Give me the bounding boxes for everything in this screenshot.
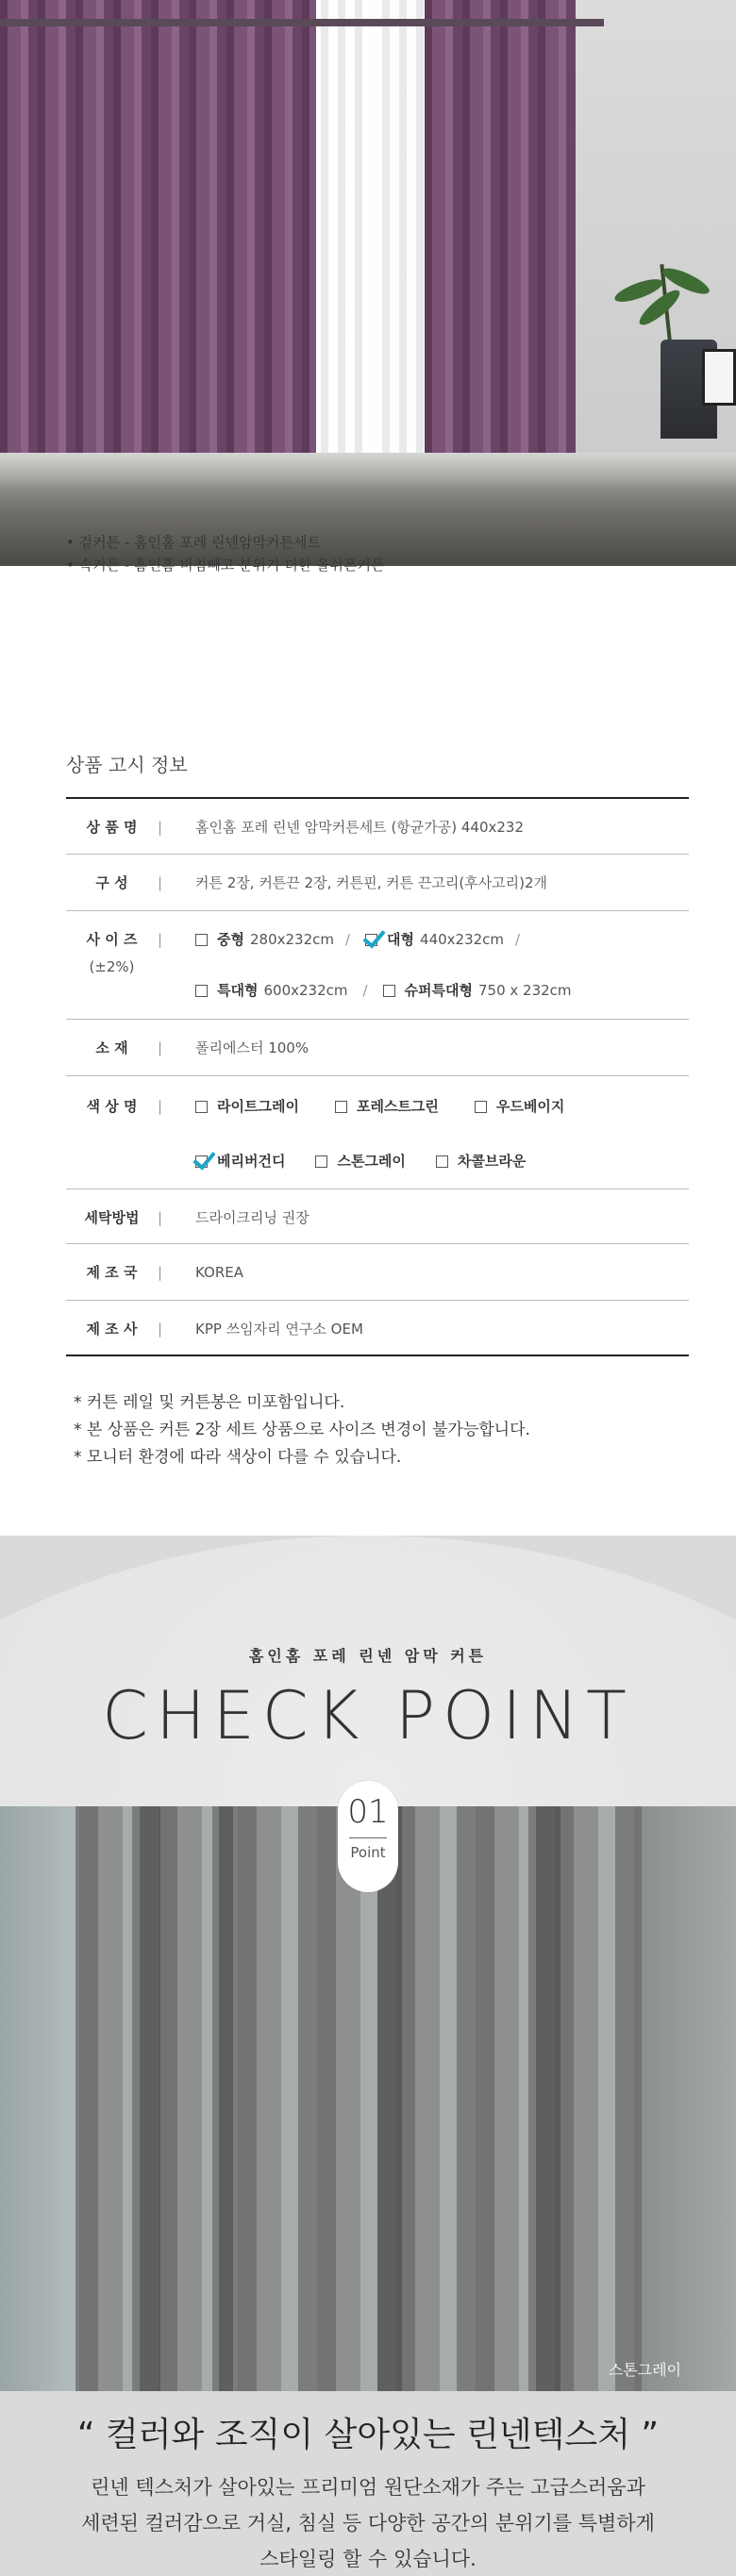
note-monitor: * 모니터 환경에 따라 색상이 다를 수 있습니다. bbox=[74, 1444, 530, 1471]
point-badge bbox=[338, 1781, 398, 1892]
checkbox-icon[interactable] bbox=[383, 985, 395, 997]
description-text: 린넨 텍스처가 살아있는 프리미엄 원단소재가 주는 고급스러움과 세련된 컬러감으로 거실, 침실 등 다양한 공간의 분위기를 특별하게 스타일링 할 수 있습니다. bbox=[81, 2476, 655, 2570]
color-option-lightgray[interactable]: 라이트그레이 bbox=[195, 1097, 305, 1117]
product-notice-table bbox=[66, 797, 689, 1356]
note-size: * 본 상품은 커튼 2장 세트 상품으로 사이즈 변경이 불가능합니다. bbox=[74, 1417, 530, 1444]
curtain-hero-photo bbox=[0, 0, 736, 566]
checkbox-icon[interactable] bbox=[195, 934, 208, 946]
blackout-curtain-left bbox=[0, 0, 316, 476]
checkbox-icon[interactable] bbox=[195, 985, 208, 997]
color-option-forestgreen[interactable]: 포레스트그린 bbox=[335, 1097, 444, 1117]
color-option-stonegray[interactable]: 스톤그레이 bbox=[315, 1152, 410, 1172]
quote-heading: “ 컬러와 조직이 살아있는 린넨텍스처 ” bbox=[76, 2416, 660, 2454]
bullet-outer-curtain: • 겉커튼 - 홈인홈 포레 린넨암막커튼세트 bbox=[66, 531, 708, 554]
stone-gray-fabric-photo bbox=[0, 1806, 736, 2391]
color-option-berryburgundy[interactable]: 베리버건디 bbox=[195, 1152, 291, 1172]
size-option-xlarge[interactable]: 특대형 600x232cm / bbox=[195, 981, 368, 1001]
check-point-section bbox=[0, 1536, 736, 2576]
composition-bullets bbox=[66, 531, 708, 576]
checked-checkbox-icon[interactable] bbox=[195, 1155, 208, 1168]
checkbox-icon[interactable] bbox=[436, 1155, 448, 1168]
checkbox-icon[interactable] bbox=[315, 1155, 327, 1168]
point-word: Point bbox=[350, 1844, 386, 1861]
color-option-charcoalbrown[interactable]: 차콜브라운 bbox=[436, 1152, 531, 1172]
blackout-curtain-right bbox=[425, 0, 576, 476]
row-washing: 세탁방법 | 드라이크리닝 권장 bbox=[66, 1189, 689, 1244]
color-option-woodbeige[interactable]: 우드베이지 bbox=[475, 1097, 570, 1117]
fabric-color-caption: 스톤그레이 bbox=[608, 2361, 681, 2379]
check-point-subtitle: 홈인홈 포레 린넨 암막 커튼 bbox=[248, 1647, 488, 1665]
sheer-curtain bbox=[311, 0, 368, 472]
bullet-inner-curtain: • 속커튼 - 홈인홈 비침빼고 분위기 더한 올쉬폰커튼 bbox=[66, 554, 708, 576]
notes-list bbox=[74, 1389, 530, 1471]
row-material: 소 재 | 폴리에스터 100% bbox=[66, 1020, 689, 1076]
checked-checkbox-icon[interactable] bbox=[365, 934, 377, 946]
checkbox-icon[interactable] bbox=[195, 1101, 208, 1113]
row-composition: 구 성 | 커튼 2장, 커튼끈 2장, 커튼핀, 커튼 끈고리(후사고리)2개 bbox=[66, 855, 689, 911]
notice-title: 상품 고시 정보 bbox=[66, 754, 188, 776]
point-number: 01 bbox=[347, 1793, 389, 1831]
row-color: 색 상 명 | 라이트그레이 포레스트그린 우드베이지 베리버건디 스톤그레이 차콜브라운 bbox=[66, 1076, 689, 1189]
row-manufacturer: 제 조 사 | KPP 쓰임자리 연구소 OEM bbox=[66, 1301, 689, 1356]
row-product-name: 상 품 명 | 홈인홈 포레 린넨 암막커튼세트 (항균가공) 440x232 bbox=[66, 799, 689, 855]
checkbox-icon[interactable] bbox=[335, 1101, 347, 1113]
note-rail: * 커튼 레일 및 커튼봉은 미포함입니다. bbox=[74, 1389, 530, 1417]
size-option-superxlarge[interactable]: 슈퍼특대형 750 x 232cm bbox=[383, 981, 572, 1001]
check-point-title: CHECK POINT bbox=[102, 1677, 634, 1754]
row-size: 사 이 즈 (±2%) | 중형 280x232cm / 대형 440x232cm / 특대형 600x232cm / 슈퍼특대형 750 x 232cm bbox=[66, 911, 689, 1020]
row-country: 제 조 국 | KOREA bbox=[66, 1244, 689, 1301]
checkbox-icon[interactable] bbox=[475, 1101, 487, 1113]
picture-frame bbox=[702, 349, 736, 406]
size-option-medium[interactable]: 중형 280x232cm / bbox=[195, 930, 350, 950]
size-option-large[interactable]: 대형 440x232cm / bbox=[365, 930, 520, 950]
